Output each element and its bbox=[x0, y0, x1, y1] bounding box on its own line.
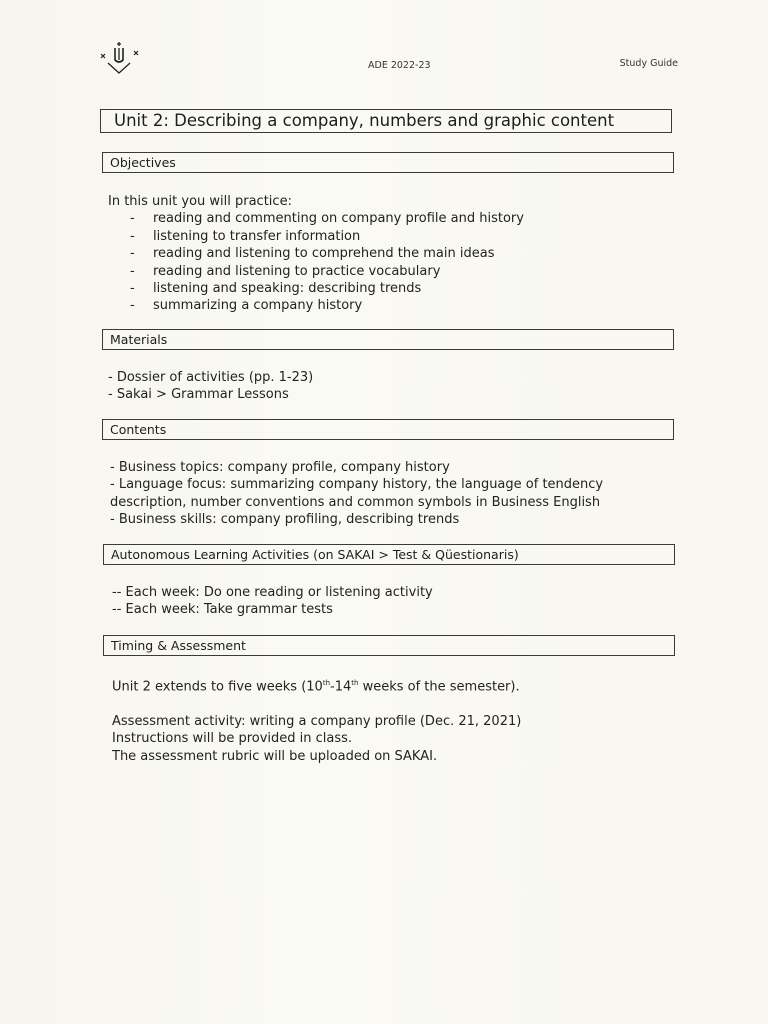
objectives-body bbox=[108, 193, 524, 315]
course-label: ADE 2022-23 bbox=[368, 60, 431, 71]
ordinal-suffix: th bbox=[322, 679, 331, 687]
duration-text-start: Unit 2 extends to five weeks (10 bbox=[112, 679, 323, 695]
section-heading-materials: Materials bbox=[102, 329, 674, 350]
list-item: description, number conventions and common symbols in Business English bbox=[110, 494, 601, 510]
list-item: - reading and listening to comprehend the main ideas bbox=[108, 245, 524, 262]
section-heading-autonomous: Autonomous Learning Activities (on SAKAI > Test & Qüestionaris) bbox=[103, 544, 675, 565]
section-heading-timing: Timing & Assessment bbox=[103, 635, 675, 656]
list-item: - listening and speaking: describing trends bbox=[108, 280, 524, 297]
assessment-line: The assessment rubric will be uploaded on SAKAI. bbox=[112, 748, 438, 764]
list-item: - Sakai > Grammar Lessons bbox=[108, 387, 289, 403]
list-item: - reading and commenting on company profile and history bbox=[108, 210, 524, 227]
document-type-label: Study Guide bbox=[619, 58, 678, 69]
ordinal-suffix: th bbox=[351, 679, 359, 687]
assessment-line: Instructions will be provided in class. bbox=[112, 731, 353, 747]
timing-duration bbox=[112, 675, 521, 696]
list-item: - summarizing a company history bbox=[108, 297, 524, 314]
university-crest-icon bbox=[98, 40, 144, 76]
materials-body bbox=[108, 369, 313, 404]
assessment-line: Assessment activity: writing a company profile (Dec. 21, 2021) bbox=[112, 713, 522, 729]
objectives-list bbox=[108, 210, 524, 314]
list-item: - reading and listening to practice vocabulary bbox=[108, 263, 524, 280]
list-item: -- Each week: Take grammar tests bbox=[112, 602, 333, 618]
list-item: - Dossier of activities (pp. 1-23) bbox=[108, 370, 314, 385]
section-heading-objectives: Objectives bbox=[102, 152, 674, 173]
unit-title: Unit 2: Describing a company, numbers and graphic content bbox=[100, 109, 672, 133]
duration-text-mid: -14 bbox=[330, 679, 352, 695]
contents-body bbox=[110, 459, 603, 529]
duration-text-end: weeks of the semester). bbox=[358, 679, 520, 695]
list-item: -- Each week: Do one reading or listening activity bbox=[112, 585, 433, 600]
list-item: - Business skills: company profiling, describing trends bbox=[110, 512, 460, 528]
list-item: - Language focus: summarizing company history, the language of tendency bbox=[110, 477, 604, 493]
list-item: - Business topics: company profile, company history bbox=[110, 460, 450, 475]
list-item: - listening to transfer information bbox=[108, 228, 524, 245]
objectives-intro: In this unit you will practice: bbox=[108, 194, 292, 209]
autonomous-body bbox=[112, 584, 433, 619]
timing-body bbox=[112, 675, 521, 765]
section-heading-contents: Contents bbox=[102, 419, 674, 440]
